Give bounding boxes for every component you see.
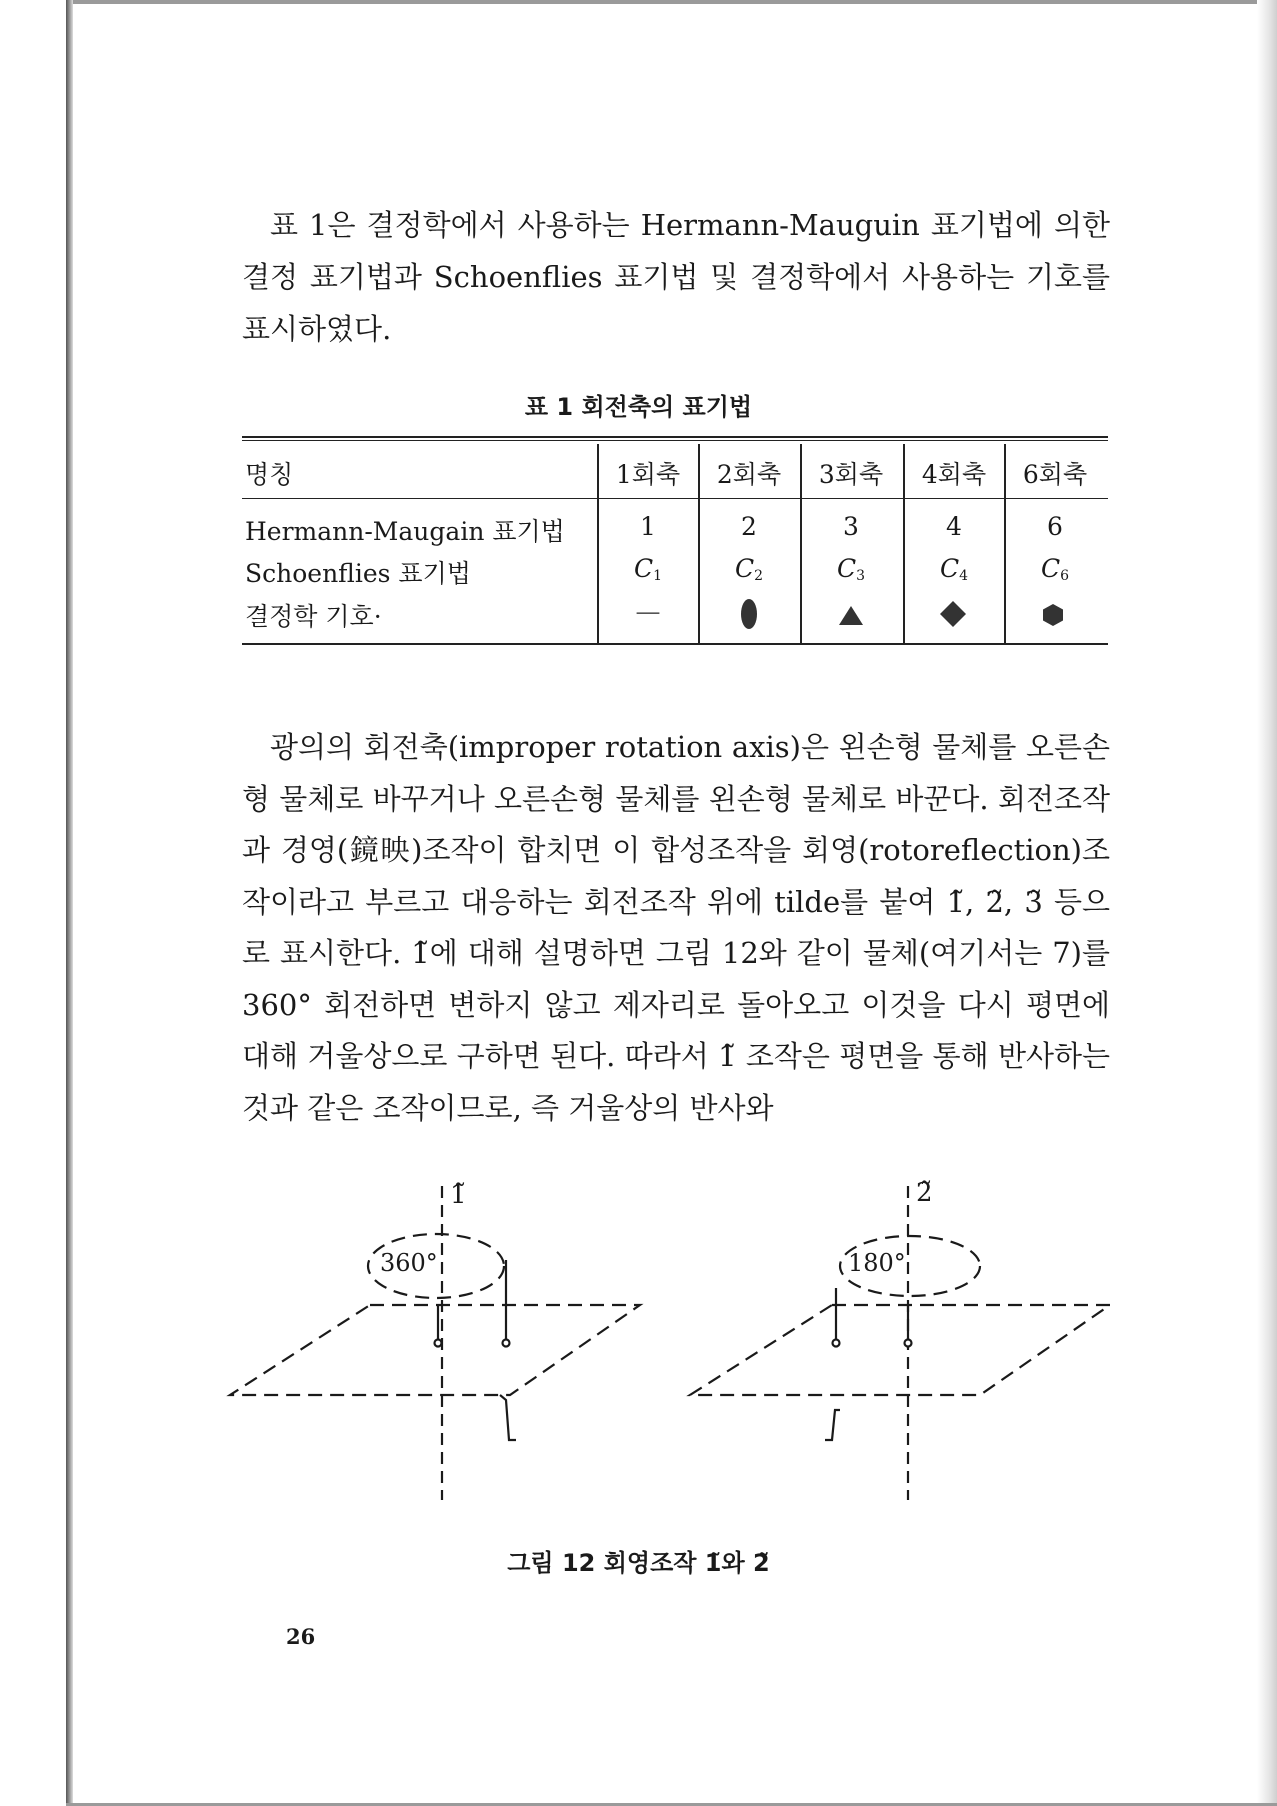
table-header-6fold: 6회축: [1022, 460, 1088, 489]
table-cell: 2: [741, 512, 757, 541]
table-cell: 3: [843, 512, 859, 541]
page-number: 26: [286, 1624, 316, 1649]
table-cell: C3: [836, 554, 866, 584]
table-header-4fold: 4회축: [921, 460, 987, 489]
table-top-rule: [242, 436, 1108, 441]
table-row-label-schoenflies: Schoenflies 표기법: [245, 559, 471, 588]
dash-icon: —: [635, 597, 661, 626]
table-cell: C1: [633, 554, 663, 584]
table-cell: 4: [946, 512, 962, 541]
triangle-icon: [836, 603, 866, 629]
table-header-2fold: 2회축: [716, 460, 782, 489]
table-cell: C4: [939, 554, 969, 584]
table-cell: C6: [1040, 554, 1070, 584]
right-axis-label: 2̃: [916, 1178, 933, 1208]
table-header-1fold: 1회축: [615, 460, 681, 489]
improper-rotation-paragraph: 광의의 회전축(improper rotation axis)은 왼손형 물체를 오른손형 물체로 바꾸거나 오른손형 물체를 왼손형 물체로 바꾼다. 회전조작과 경영(鏡映)조작이 합치면 이 합성조작을 회영(rotoreflection)조작이라고 부르고 대응하는 회전조작 위에 tilde를 붙여 1̃, 2̃, 3̃ 등으로 표시한다. 1̃에 대해 설명하면 그림 12와 같이 물체(여기서는 7)를 360° 회전하면 변하지 않고 제자리로 돌아오고 이것을 다시 평면에 대해 거울상으로 구하면 된다. 따라서 1̃ 조작은 평면을 통해 반사하는 것과 같은 조작이므로, 즉 거울상의 반사와: [242, 730, 1110, 1125]
right-angle-label: 180°: [848, 1249, 906, 1277]
left-axis-label: 1̃: [450, 1180, 467, 1210]
page-spine-edge: [66, 0, 73, 1806]
page-top-edge: [66, 0, 1277, 4]
table-header-3fold: 3회축: [818, 460, 884, 489]
lens-icon: [734, 597, 764, 631]
intro-paragraph: 표 1은 결정학에서 사용하는 Hermann-Mauguin 표기법에 의한 결정 표기법과 Schoenflies 표기법 및 결정학에서 사용하는 기호를 표시하였다.: [242, 208, 1110, 346]
rotoreflection-figure: [220, 1170, 1120, 1500]
hexagon-icon: [1039, 601, 1067, 629]
figure-left-1-tilde: [230, 1186, 640, 1500]
table-cell: 6: [1047, 512, 1063, 541]
left-angle-label: 360°: [380, 1249, 438, 1277]
table-row-label-symbol: 결정학 기호·: [245, 602, 382, 631]
table-caption: 표 1 회전축의 표기법: [524, 393, 753, 421]
table-cell: 1: [640, 512, 656, 541]
figure-right-2-tilde: [690, 1186, 1110, 1500]
table-cell: C2: [734, 554, 764, 584]
diamond-icon: [937, 598, 969, 630]
figure-caption: 그림 12 회영조작 1̃와 2̃: [507, 1549, 770, 1577]
table-row-label-hm: Hermann-Maugain 표기법: [245, 517, 565, 546]
page-right-edge: [1257, 0, 1277, 1806]
table-bottom-rule: [242, 643, 1108, 645]
table-header-name: 명칭: [245, 460, 294, 489]
